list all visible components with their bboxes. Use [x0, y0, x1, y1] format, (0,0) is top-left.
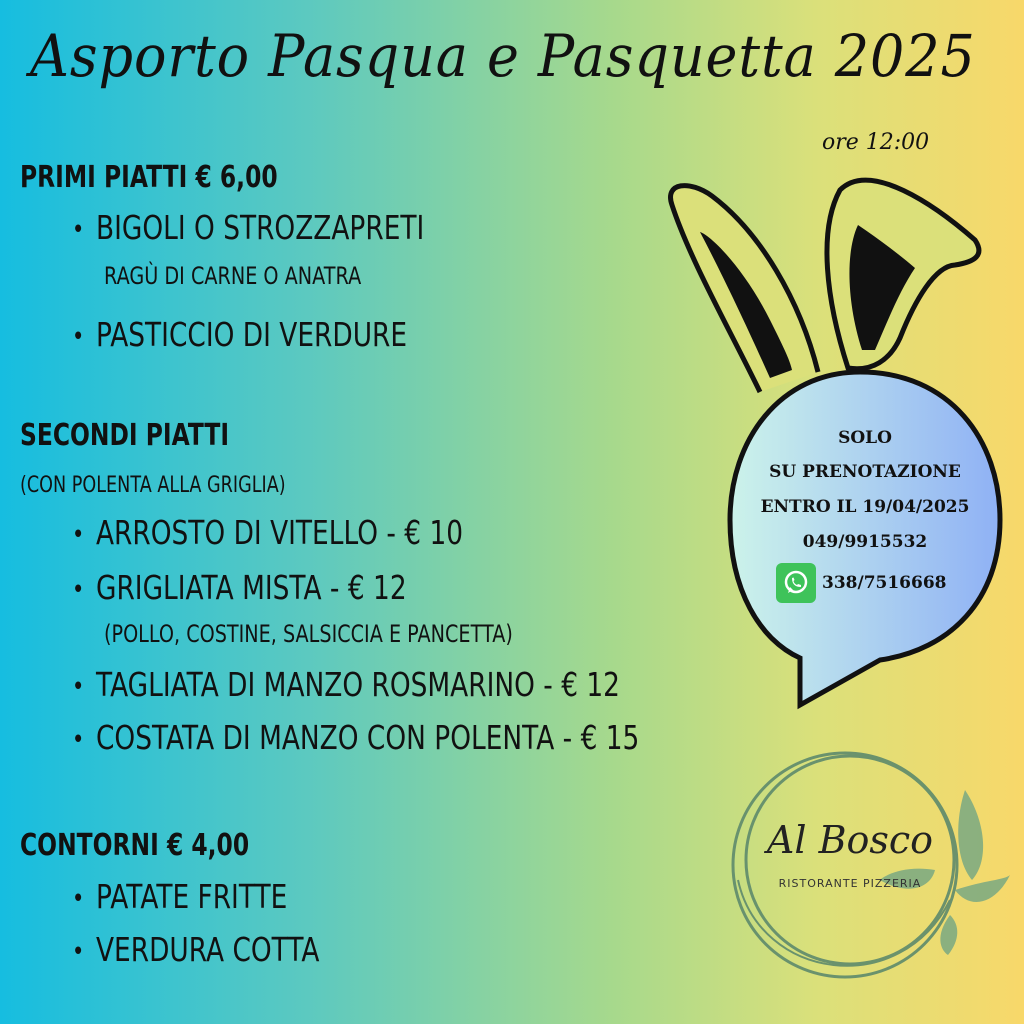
primi-heading: PRIMI PIATTI € 6,00 — [20, 160, 278, 195]
bubble-line-1: SOLO — [838, 428, 892, 448]
bullet-icon: • — [72, 724, 85, 755]
item-note: RAGÙ DI CARNE O ANATRA — [104, 262, 362, 290]
item-label: PASTICCIO DI VERDURE — [96, 315, 408, 354]
list-item — [72, 877, 287, 916]
list-item — [72, 513, 463, 552]
item-label: BIGOLI O STROZZAPRETI — [96, 208, 425, 247]
bubble-line-2: SU PRENOTAZIONE — [769, 462, 961, 482]
list-item — [72, 315, 407, 354]
bubble-line-3: ENTRO IL 19/04/2025 — [760, 497, 970, 517]
whatsapp-contact[interactable] — [776, 563, 947, 603]
list-item — [72, 665, 620, 704]
logo-subtitle: RISTORANTE PIZZERIA — [778, 877, 922, 890]
bullet-icon: • — [72, 671, 85, 702]
item-label: COSTATA DI MANZO CON POLENTA - € 15 — [96, 718, 640, 757]
item-label: GRIGLIATA MISTA - € 12 — [96, 568, 407, 607]
service-time: ore 12:00 — [822, 130, 930, 155]
logo-name: Al Bosco — [766, 818, 934, 862]
item-label: VERDURA COTTA — [96, 930, 320, 969]
secondi-heading: SECONDI PIATTI — [20, 418, 230, 453]
contorni-heading: CONTORNI € 4,00 — [20, 828, 250, 863]
item-label: PATATE FRITTE — [96, 877, 288, 916]
item-label: TAGLIATA DI MANZO ROSMARINO - € 12 — [96, 665, 620, 704]
whatsapp-icon — [776, 563, 816, 603]
item-note: (POLLO, COSTINE, SALSICCIA E PANCETTA) — [104, 620, 513, 648]
list-item — [72, 568, 407, 607]
item-label: ARROSTO DI VITELLO - € 10 — [96, 513, 464, 552]
bullet-icon: • — [72, 321, 85, 352]
bullet-icon: • — [72, 883, 85, 914]
bullet-icon: • — [72, 214, 85, 245]
whatsapp-number: 338/7516668 — [822, 573, 947, 593]
logo-wreath — [733, 753, 957, 977]
list-item — [72, 930, 319, 969]
bullet-icon: • — [72, 936, 85, 967]
secondi-subheading: (CON POLENTA ALLA GRIGLIA) — [20, 473, 286, 498]
list-item — [72, 208, 424, 247]
bullet-icon: • — [72, 574, 85, 605]
phone-number[interactable]: 049/9915532 — [802, 532, 928, 552]
page-title: Asporto Pasqua e Pasquetta 2025 — [30, 22, 976, 90]
list-item — [72, 718, 639, 757]
bullet-icon: • — [72, 519, 85, 550]
bunny-ears-icon — [671, 180, 979, 392]
